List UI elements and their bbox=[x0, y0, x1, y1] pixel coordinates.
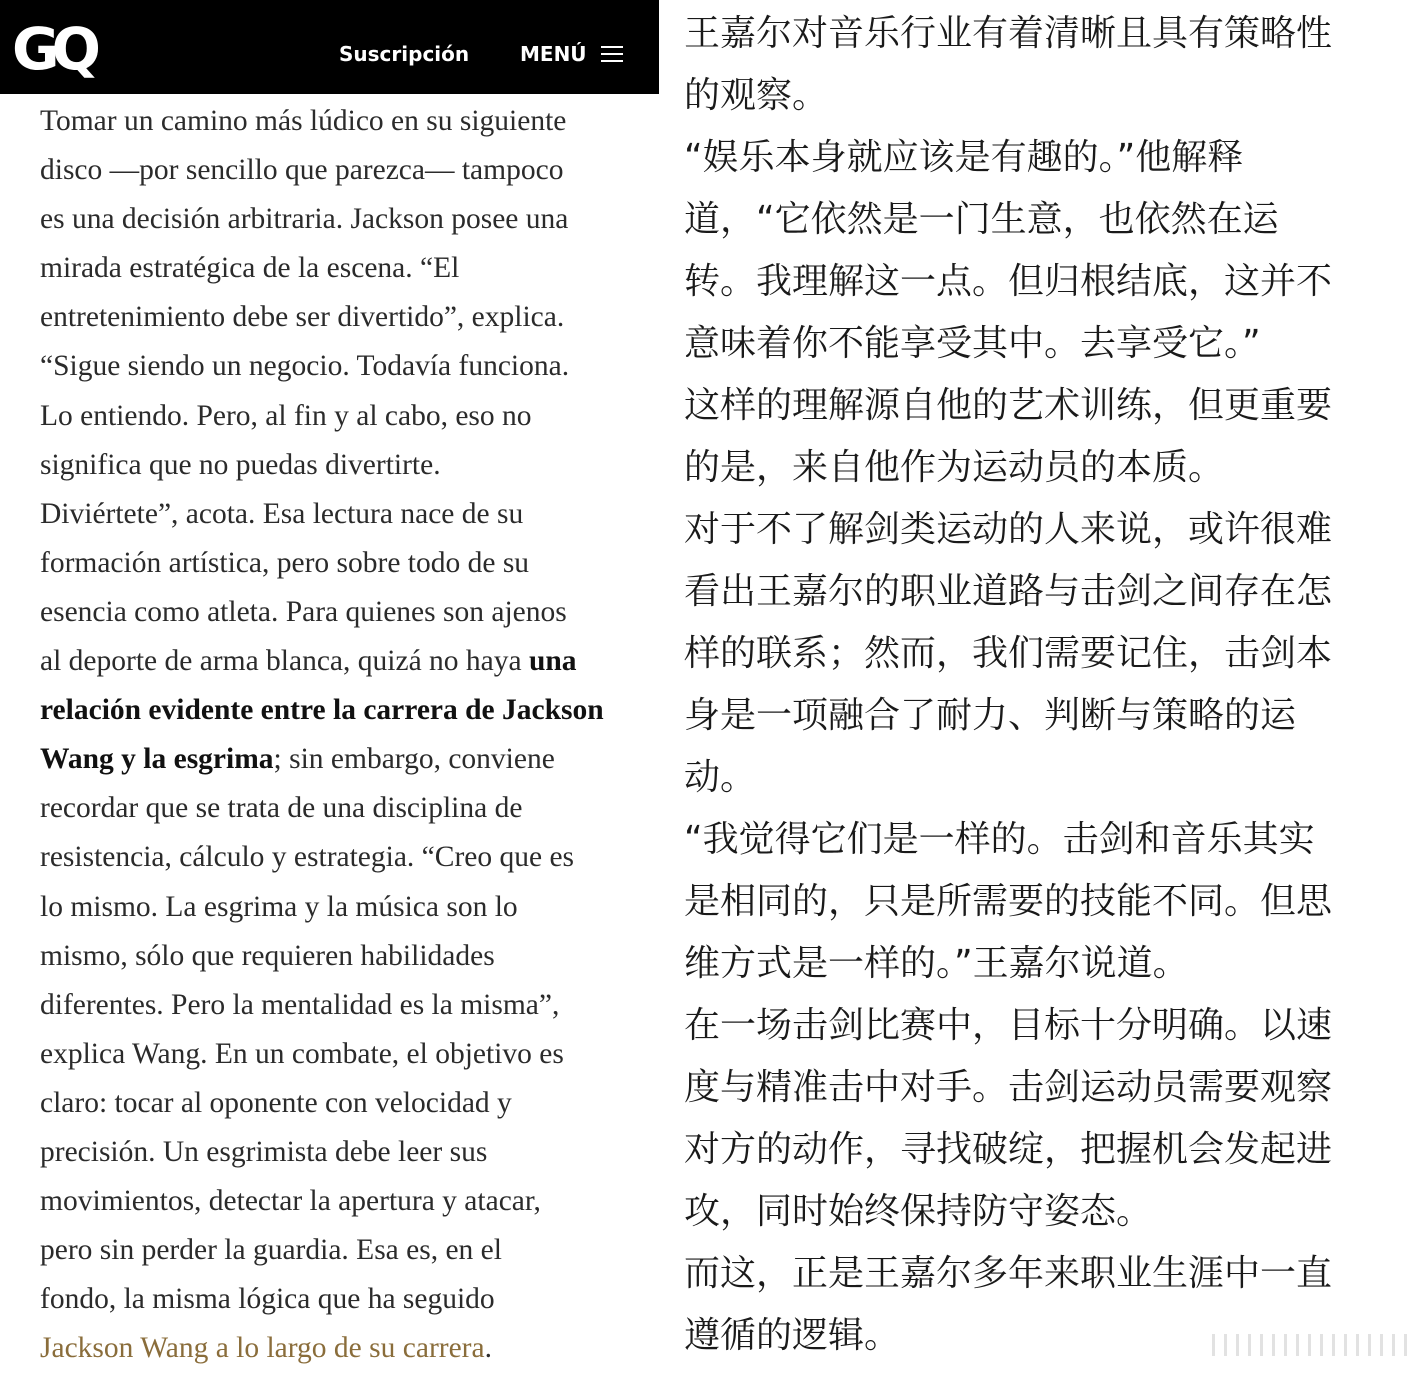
translation-line: 遵循的逻辑。 bbox=[684, 1315, 901, 1356]
article-line: entretenimiento debe ser divertido”, explica. bbox=[40, 301, 565, 334]
chinese-article-text bbox=[684, 3, 1399, 1367]
article-line: precisión. Un esgrimista debe leer sus bbox=[40, 1135, 488, 1168]
article-line: resistencia, cálculo y estrategia. “Creo que es bbox=[40, 841, 575, 874]
translation-line: 的是，来自他作为运动员的本质。 bbox=[684, 447, 1225, 488]
article-line: lo mismo. La esgrima y la música son lo bbox=[40, 890, 518, 923]
translation-line: 道，“它依然是一门生意，也依然在运 bbox=[684, 199, 1279, 240]
article-line bbox=[40, 735, 620, 784]
translation-line: 维方式是一样的。”王嘉尔说道。 bbox=[684, 943, 1189, 984]
gq-article-panel bbox=[0, 0, 659, 1375]
translation-line: 而这，正是王嘉尔多年来职业生涯中一直 bbox=[684, 1253, 1333, 1294]
article-line: movimientos, detectar la apertura y atacar, bbox=[40, 1185, 541, 1218]
article-line bbox=[40, 1324, 620, 1373]
article-line: mirada estratégica de la escena. “El bbox=[40, 252, 460, 285]
article-bold-text: una bbox=[528, 645, 577, 678]
gq-logo[interactable]: GQ bbox=[12, 15, 93, 83]
spanish-article-text bbox=[40, 97, 620, 1373]
article-line: Lo entiendo. Pero, al fin y al cabo, eso no bbox=[40, 399, 532, 432]
article-link[interactable]: Jackson Wang a lo largo de su carrera bbox=[40, 1332, 485, 1365]
article-line: diferentes. Pero la mentalidad es la misma”, bbox=[40, 988, 560, 1021]
article-line: Diviértete”, acota. Esa lectura nace de su bbox=[40, 497, 524, 530]
translation-line: 意味着你不能享受其中。去享受它。” bbox=[684, 323, 1261, 364]
translation-line: 王嘉尔对音乐行业有着清晰且具有策略性 bbox=[684, 13, 1333, 54]
menu-button[interactable] bbox=[520, 40, 623, 68]
article-line: Tomar un camino más lúdico en su siguiente bbox=[40, 105, 567, 137]
gq-header bbox=[0, 0, 659, 94]
translation-line: 度与精准击中对手。击剑运动员需要观察 bbox=[684, 1067, 1333, 1108]
article-line: fondo, la misma lógica que ha seguido bbox=[40, 1283, 495, 1316]
translation-line: 动。 bbox=[684, 757, 757, 798]
article-line: mismo, sólo que requieren habilidades bbox=[40, 939, 495, 972]
article-bold-text: relación evidente entre la carrera de Jackson bbox=[40, 694, 604, 727]
article-line: esencia como atleta. Para quienes son ajenos bbox=[40, 595, 567, 628]
article-bold-text: Wang y la esgrima bbox=[40, 743, 274, 776]
translation-line: “我觉得它们是一样的。击剑和音乐其实 bbox=[684, 819, 1315, 860]
hamburger-icon bbox=[601, 45, 623, 63]
translation-line: 对于不了解剑类运动的人来说，或许很难 bbox=[684, 509, 1333, 550]
translation-line: 对方的动作，寻找破绽，把握机会发起进 bbox=[684, 1129, 1333, 1170]
article-line: pero sin perder la guardia. Esa es, en el bbox=[40, 1234, 502, 1267]
article-line: explica Wang. En un combate, el objetivo es bbox=[40, 1037, 564, 1070]
article-line: disco —por sencillo que parezca— tampoco bbox=[40, 154, 564, 187]
article-line: significa que no puedas divertirte. bbox=[40, 448, 441, 481]
article-text: ; sin embargo, conviene bbox=[273, 743, 555, 776]
translation-line: 身是一项融合了耐力、判断与策略的运 bbox=[684, 695, 1297, 736]
article-text: al deporte de arma blanca, quizá no haya bbox=[40, 645, 529, 678]
article-line: recordar que se trata de una disciplina de bbox=[40, 792, 523, 825]
menu-label: MENÚ bbox=[520, 42, 587, 66]
article-line: claro: tocar al oponente con velocidad y bbox=[40, 1086, 512, 1119]
translation-line: 在一场击剑比赛中，目标十分明确。以速 bbox=[684, 1005, 1333, 1046]
chinese-translation-panel bbox=[659, 0, 1413, 1375]
translation-line: 是相同的，只是所需要的技能不同。但思 bbox=[684, 881, 1333, 922]
translation-line: “娱乐本身就应该是有趣的。”他解释 bbox=[684, 137, 1244, 178]
article-line bbox=[40, 686, 620, 735]
translation-line: 转。我理解这一点。但归根结底，这并不 bbox=[684, 261, 1333, 302]
article-line: formación artística, pero sobre todo de su bbox=[40, 546, 530, 579]
article-line bbox=[40, 637, 620, 686]
translation-line: 这样的理解源自他的艺术训练，但更重要 bbox=[684, 385, 1333, 426]
watermark-bars bbox=[1212, 1334, 1407, 1356]
article-line: “Sigue siendo un negocio. Todavía funciona. bbox=[40, 350, 570, 383]
translation-line: 的观察。 bbox=[684, 75, 829, 116]
subscription-link[interactable]: Suscripción bbox=[339, 42, 470, 66]
translation-line: 看出王嘉尔的职业道路与击剑之间存在怎 bbox=[684, 571, 1333, 612]
article-text: . bbox=[484, 1332, 492, 1365]
article-line: es una decisión arbitraria. Jackson posee una bbox=[40, 203, 569, 236]
translation-line: 样的联系；然而，我们需要记住，击剑本 bbox=[684, 633, 1333, 674]
translation-line: 攻，同时始终保持防守姿态。 bbox=[684, 1191, 1153, 1232]
